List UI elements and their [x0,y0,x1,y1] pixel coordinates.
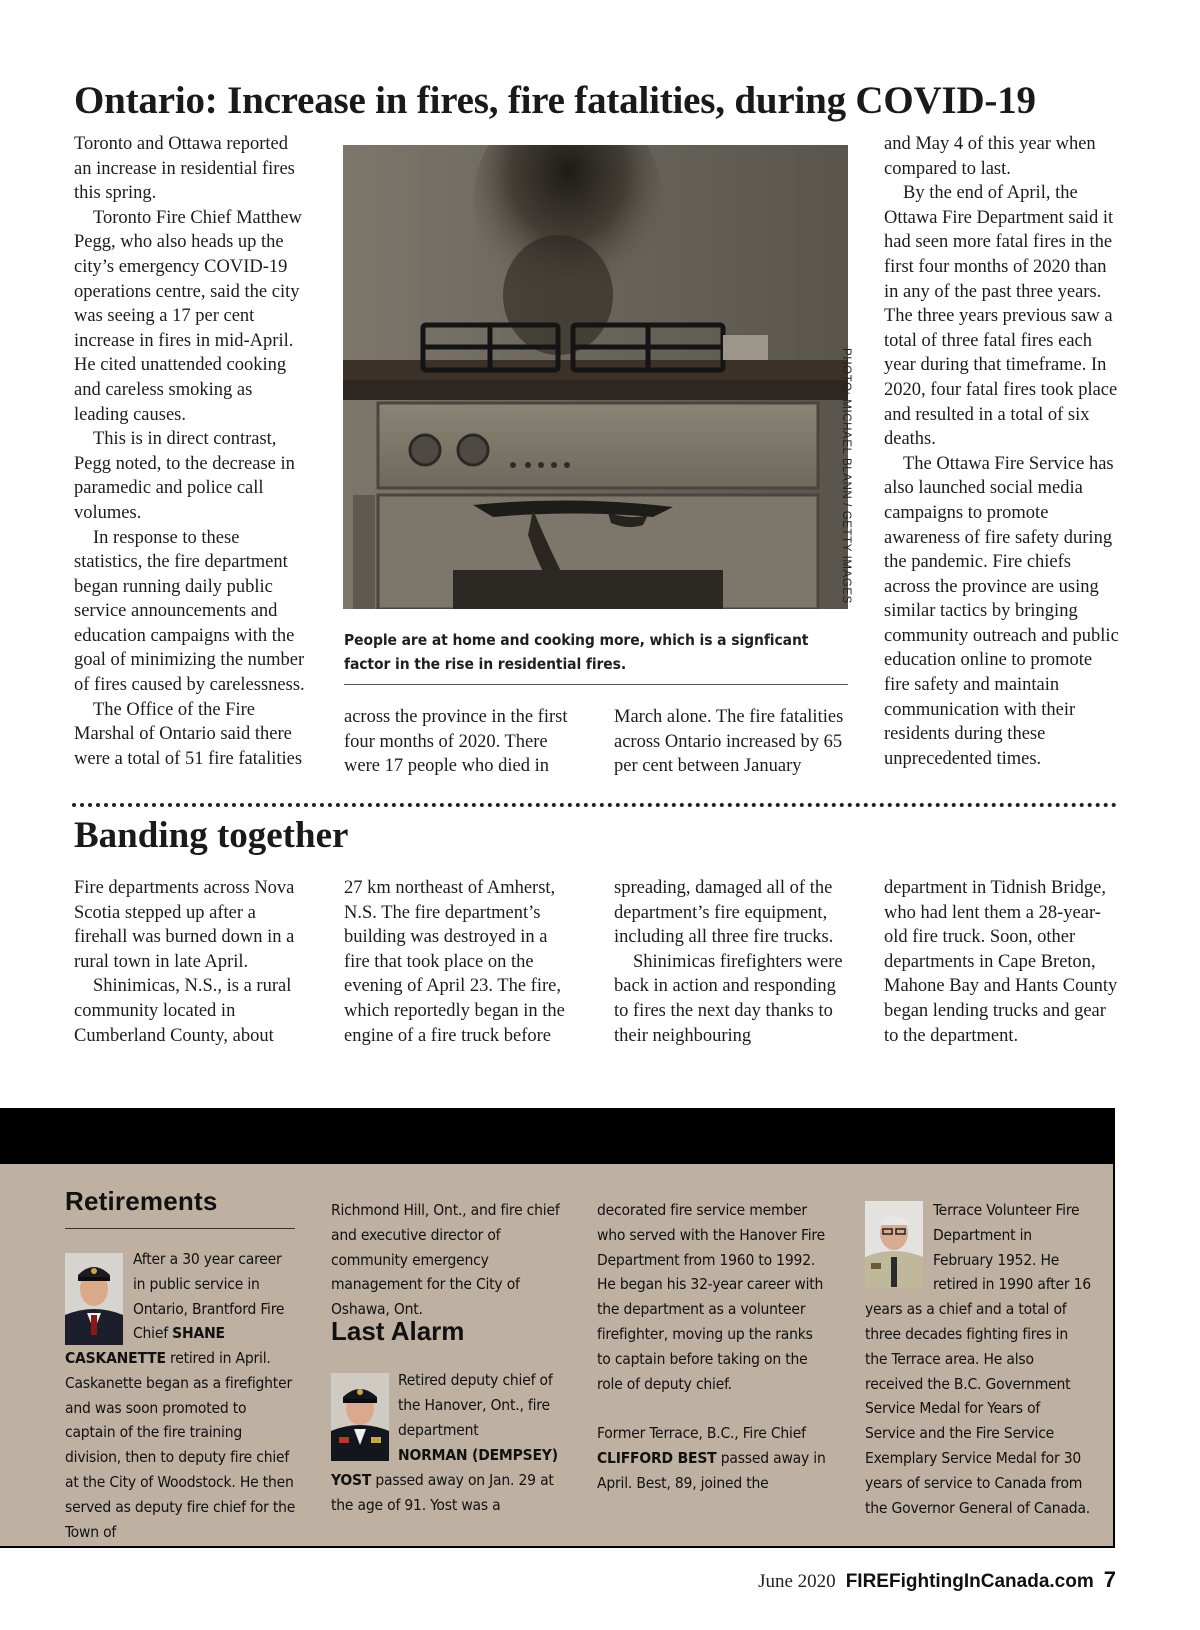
article1-column-2 [344,705,576,779]
black-banner [0,1108,1115,1164]
paragraph: This is in direct contrast, Pegg noted, to the decrease in paramedic and police call volumes. [74,429,295,523]
paragraph: Toronto Fire Chief Matthew Pegg, who also heads up the city’s emergency COVID-19 operations centre, said the city was seeing a 17 per cent increase in fires in mid-April. He cited unattended cooking and careless smoking as leading causes. [74,207,302,425]
retirements-divider [65,1228,295,1229]
portrait-clifford-best [865,1201,923,1289]
paragraph: across the province in the first four months of 2020. There were 17 people who died in [344,707,568,777]
paragraph: Shinimicas, N.S., is a rural community located in Cumberland County, about [74,976,292,1046]
photo-credit: PHOTO: MICHAEL BLANN / GETTY IMAGES [840,348,852,604]
last-alarm-text: decorated fire service member who served with the Hanover Fire Department from 1960 to 1992. He began his 32-year career with the department as a volunteer firefighter, moving up the ranks to captain before taking on the role of deputy chief. [597,1201,825,1393]
retirements-column-2 [331,1198,561,1322]
section-divider [72,803,1117,807]
retirements-body [65,1346,297,1544]
paragraph: The Office of the Fire Marshal of Ontario said there were a total of 51 fire fatalities [74,699,303,769]
retirements-title: Retirements [65,1186,218,1216]
page-footer [758,1567,1116,1593]
last-alarm-column-3 [597,1198,829,1496]
last-alarm-text: passed away in April. Best, 89, joined the [597,1448,826,1492]
paragraph: Toronto and Ottawa reported an increase in residential fires this spring. [74,134,295,204]
article1-column-1 [74,132,306,771]
deceased-name: NORMAN (DEMPSEY) YOST [331,1446,558,1489]
article2-column-2 [344,876,577,1048]
last-alarm-lead-text [398,1368,562,1442]
portrait-shane-caskanette [65,1253,123,1345]
paragraph: and May 4 of this year when compared to last. [884,134,1096,179]
retiree-name: CASKANETTE [65,1349,166,1367]
paragraph: The Ottawa Fire Service has also launched social media campaigns to promote awareness of fire safety during the pandemic. Fire chiefs across the province are using similar tactics by bringing community outreach and public education online to promote fire safety and maintain communication with their residents during these unprecedented times. [884,453,1119,769]
paragraph: March alone. The fire fatalities across Ontario increased by 65 per cent between January [614,707,844,777]
retiree-name: SHANE [172,1324,225,1343]
article2-column-4 [884,876,1118,1048]
last-alarm-text: Terrace Volunteer Fire Department in February 1952. He retired in 1990 after 16 [933,1201,1091,1294]
article1-column-4 [884,132,1120,771]
website-name: FIREFightingInCanada.com [845,1571,1094,1592]
retirement-text: retired in April. Caskanette began as a firefighter and was soon promoted to captain of the fire training division, then to deputy fire chief at the City of Woodstock. He then served as deputy fire chief for the Town of [65,1349,296,1541]
paragraph: Shinimicas firefighters were back in action and responding to fires the next day thanks to their neighbouring [614,951,843,1046]
caption-divider [344,684,848,685]
last-alarm-text: Retired deputy chief of the Hanover, Ont., fire department [398,1371,553,1439]
article2-column-3 [614,876,850,1048]
article-headline-ontario: Ontario: Increase in fires, fire fatalities, during COVID-19 [74,79,1036,122]
last-alarm-title: Last Alarm [331,1316,465,1346]
article2-column-1 [74,876,306,1048]
paragraph: spreading, damaged all of the department’s fire equipment, including all three fire trucks. [614,878,834,948]
last-alarm-body [331,1443,563,1517]
page-number: 7 [1103,1567,1116,1592]
last-alarm-text: passed away on Jan. 29 at the age of 91. Yost was a [331,1470,554,1514]
paragraph: In response to these statistics, the fire department began running daily public service announcements and education campaigns with the goal of minimizing the number of fires caused by carelessness. [74,527,305,696]
last-alarm-column-4-lead [933,1198,1093,1297]
retirement-text: After a 30 year career in public service in Ontario, Brantford Fire Chief [133,1250,285,1343]
paragraph: department in Tidnish Bridge, who had lent them a 28-year-old fire truck. Soon, other departments in Cape Breton, Mahone Bay and Hants County began lending trucks and gear to the department. [884,878,1118,1046]
article1-column-3 [614,705,849,779]
last-alarm-text: years as a chief and a total of three decades fighting fires in the Terrace area. He also received the B.C. Government Service Medal for Years of Service and the Fire Service Exemplary Service Medal for 30 years of service to Canada from the Governor General of Canada. [865,1300,1091,1517]
paragraph: By the end of April, the Ottawa Fire Department said it had seen more fatal fires in the first four months of 2020 than in any of the past three years. The three years previous saw a total of three fatal fires each year during that timeframe. In 2020, four fatal fires took place and resulted in a total of six deaths. [884,183,1118,450]
photo-caption: People are at home and cooking more, which is a signficant factor in the rise in residential fires. [344,631,809,673]
article-headline-banding: Banding together [74,815,349,856]
retirement-text: Richmond Hill, Ont., and fire chief and executive director of community emergency management for the City of Oshawa, Ont. [331,1201,560,1319]
paragraph: Fire departments across Nova Scotia stepped up after a firehall was burned down in a rural town in late April. [74,878,295,972]
burnt-stove-photo [343,145,848,609]
deceased-name: CLIFFORD BEST [597,1448,717,1467]
retirements-lead-text [133,1247,295,1346]
issue-date: June 2020 [758,1571,836,1592]
paragraph: 27 km northeast of Amherst, N.S. The fire department’s building was destroyed in a fire that took place on the evening of April 23. The fire, which reportedly began in the engine of a fire truck before [344,878,565,1046]
last-alarm-text: Former Terrace, B.C., Fire Chief [597,1424,806,1443]
